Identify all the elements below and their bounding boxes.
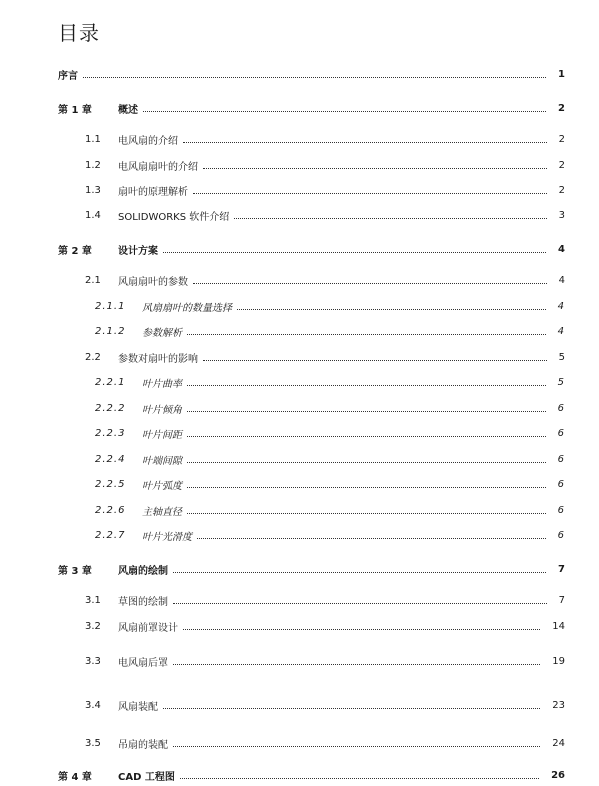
toc-entry[interactable] [0, 502, 599, 518]
toc-entry-title: 概述 [118, 104, 138, 116]
dot-leader [173, 664, 540, 665]
toc-entry-number: 1.3 [85, 184, 101, 196]
dot-leader [187, 436, 546, 437]
dot-leader [234, 218, 547, 219]
dot-leader [187, 462, 546, 463]
toc-entry[interactable] [0, 451, 599, 467]
toc-entry-page: 5 [557, 376, 565, 388]
toc-entry-number: 第 4 章 [58, 771, 92, 783]
toc-entry-title: 风扇前罩设计 [118, 622, 178, 634]
dot-leader [193, 283, 547, 284]
toc-entry-number: 3.5 [85, 737, 101, 749]
toc-entry-number: 2.2.2 [95, 402, 126, 414]
toc-entry-number: 2.2.1 [95, 376, 126, 388]
dot-leader [183, 629, 540, 630]
toc-entry-title: 风扇的绘制 [118, 565, 168, 577]
toc-entry[interactable] [0, 241, 599, 257]
toc-entry-page: 6 [557, 453, 565, 465]
toc-entry-number: 第 3 章 [58, 565, 92, 577]
dot-leader [180, 778, 539, 779]
toc-entry-title: 电风扇扇叶的介绍 [118, 161, 198, 173]
toc-entry-title: 电风扇的介绍 [118, 135, 178, 147]
toc-entry-title: 风扇装配 [118, 701, 158, 713]
toc-entry-number: 2.1.1 [95, 300, 126, 312]
toc-entry-page: 6 [557, 402, 565, 414]
toc-entry-number: 2.2 [85, 351, 101, 363]
toc-entry[interactable] [0, 182, 599, 198]
toc-entry-number: 3.4 [85, 699, 101, 711]
toc-entry-title: 风扇扇叶的数量选择 [142, 302, 232, 314]
toc-entry-page: 4 [558, 243, 565, 255]
toc-entry[interactable] [0, 272, 599, 288]
toc-entry-number: 2.2.6 [95, 504, 126, 516]
toc-entry-title: 叶片弧度 [142, 480, 182, 492]
toc-entry[interactable] [0, 66, 599, 82]
toc-entry-title: 吊扇的装配 [118, 739, 168, 751]
toc-entry-title: 风扇扇叶的参数 [118, 276, 188, 288]
toc-entry-page: 3 [558, 209, 565, 221]
toc-entry[interactable] [0, 476, 599, 492]
toc-entry-number: 2.2.5 [95, 478, 126, 490]
toc-entry-number: 3.3 [85, 655, 101, 667]
toc-entry-title: 参数解析 [142, 327, 182, 339]
dot-leader [237, 309, 546, 310]
dot-leader [197, 538, 546, 539]
toc-entry-page: 7 [558, 594, 565, 606]
toc-entry-number: 第 2 章 [58, 245, 92, 257]
toc-title: 目录 [58, 21, 100, 45]
toc-entry-page: 2 [558, 159, 565, 171]
toc-entry-number: 2.2.7 [95, 529, 126, 541]
dot-leader [187, 385, 546, 386]
toc-entry-page: 23 [552, 699, 565, 711]
dot-leader [173, 746, 540, 747]
dot-leader [173, 603, 547, 604]
dot-leader [143, 111, 546, 112]
toc-entry-page: 1 [558, 68, 565, 80]
toc-entry[interactable] [0, 618, 599, 634]
toc-entry[interactable] [0, 349, 599, 365]
dot-leader [163, 708, 540, 709]
toc-entry-number: 1.1 [85, 133, 101, 145]
toc-entry-number: 第 1 章 [58, 104, 92, 116]
toc-entry-title: 叶片倾角 [142, 404, 182, 416]
toc-entry-number: 2.1 [85, 274, 101, 286]
toc-entry[interactable] [0, 697, 599, 713]
dot-leader [83, 77, 546, 78]
toc-entry-title: 参数对扇叶的影响 [118, 353, 198, 365]
toc-entry[interactable] [0, 653, 599, 669]
toc-entry-page: 6 [557, 504, 565, 516]
toc-entry-title: 草图的绘制 [118, 596, 168, 608]
toc-entry-number: 2.2.4 [95, 453, 126, 465]
toc-entry[interactable] [0, 425, 599, 441]
dot-leader [187, 411, 546, 412]
toc-entry-page: 4 [558, 274, 565, 286]
toc-entry-title: 叶片曲率 [142, 378, 182, 390]
toc-entry-page: 14 [552, 620, 565, 632]
toc-entry[interactable] [0, 131, 599, 147]
toc-entry-page: 24 [552, 737, 565, 749]
toc-entry-title: 扇叶的原理解析 [118, 186, 188, 198]
dot-leader [163, 252, 546, 253]
toc-entry-page: 2 [558, 102, 565, 114]
toc-entry-page: 7 [558, 563, 565, 575]
toc-entry[interactable] [0, 374, 599, 390]
dot-leader [187, 513, 546, 514]
toc-entry[interactable] [0, 100, 599, 116]
toc-entry-title: 电风扇后罩 [118, 657, 168, 669]
toc-entry-page: 2 [558, 184, 565, 196]
toc-entry-title: SOLIDWORKS 软件介绍 [118, 211, 230, 223]
toc-entry-title: CAD 工程图 [118, 771, 175, 783]
toc-entry-page: 4 [557, 325, 565, 337]
toc-entry[interactable] [0, 735, 599, 751]
toc-entry-title: 序言 [58, 70, 78, 82]
toc-entry-page: 5 [558, 351, 565, 363]
toc-entry-title: 叶片间距 [142, 429, 182, 441]
toc-entry[interactable] [0, 400, 599, 416]
toc-entry-page: 26 [551, 769, 565, 781]
toc-entry-number: 3.2 [85, 620, 101, 632]
toc-entry-page: 4 [557, 300, 565, 312]
toc-entry-number: 2.2.3 [95, 427, 126, 439]
toc-entry-title: 叶片光滑度 [142, 531, 192, 543]
dot-leader [203, 360, 547, 361]
toc-entry[interactable] [0, 323, 599, 339]
dot-leader [203, 168, 547, 169]
toc-entry[interactable] [0, 207, 599, 223]
toc-entry-number: 1.4 [85, 209, 101, 221]
toc-entry-page: 6 [557, 478, 565, 490]
toc-entry-title: 叶端间隙 [142, 455, 182, 467]
toc-entry[interactable] [0, 767, 599, 783]
toc-entry-page: 6 [557, 427, 565, 439]
toc-entry[interactable] [0, 592, 599, 608]
toc-entry[interactable] [0, 298, 599, 314]
toc-entry-title: 设计方案 [118, 245, 158, 257]
toc-entry-title: 主轴直径 [142, 506, 182, 518]
dot-leader [187, 334, 546, 335]
toc-entry-number: 3.1 [85, 594, 101, 606]
dot-leader [187, 487, 546, 488]
dot-leader [193, 193, 547, 194]
toc-entry[interactable] [0, 157, 599, 173]
toc-entry-page: 6 [557, 529, 565, 541]
toc-entry-number: 1.2 [85, 159, 101, 171]
toc-entry-page: 19 [552, 655, 565, 667]
toc-entry-page: 2 [558, 133, 565, 145]
toc-entry-number: 2.1.2 [95, 325, 126, 337]
dot-leader [173, 572, 546, 573]
toc-entry[interactable] [0, 561, 599, 577]
dot-leader [183, 142, 547, 143]
toc-entry[interactable] [0, 527, 599, 543]
